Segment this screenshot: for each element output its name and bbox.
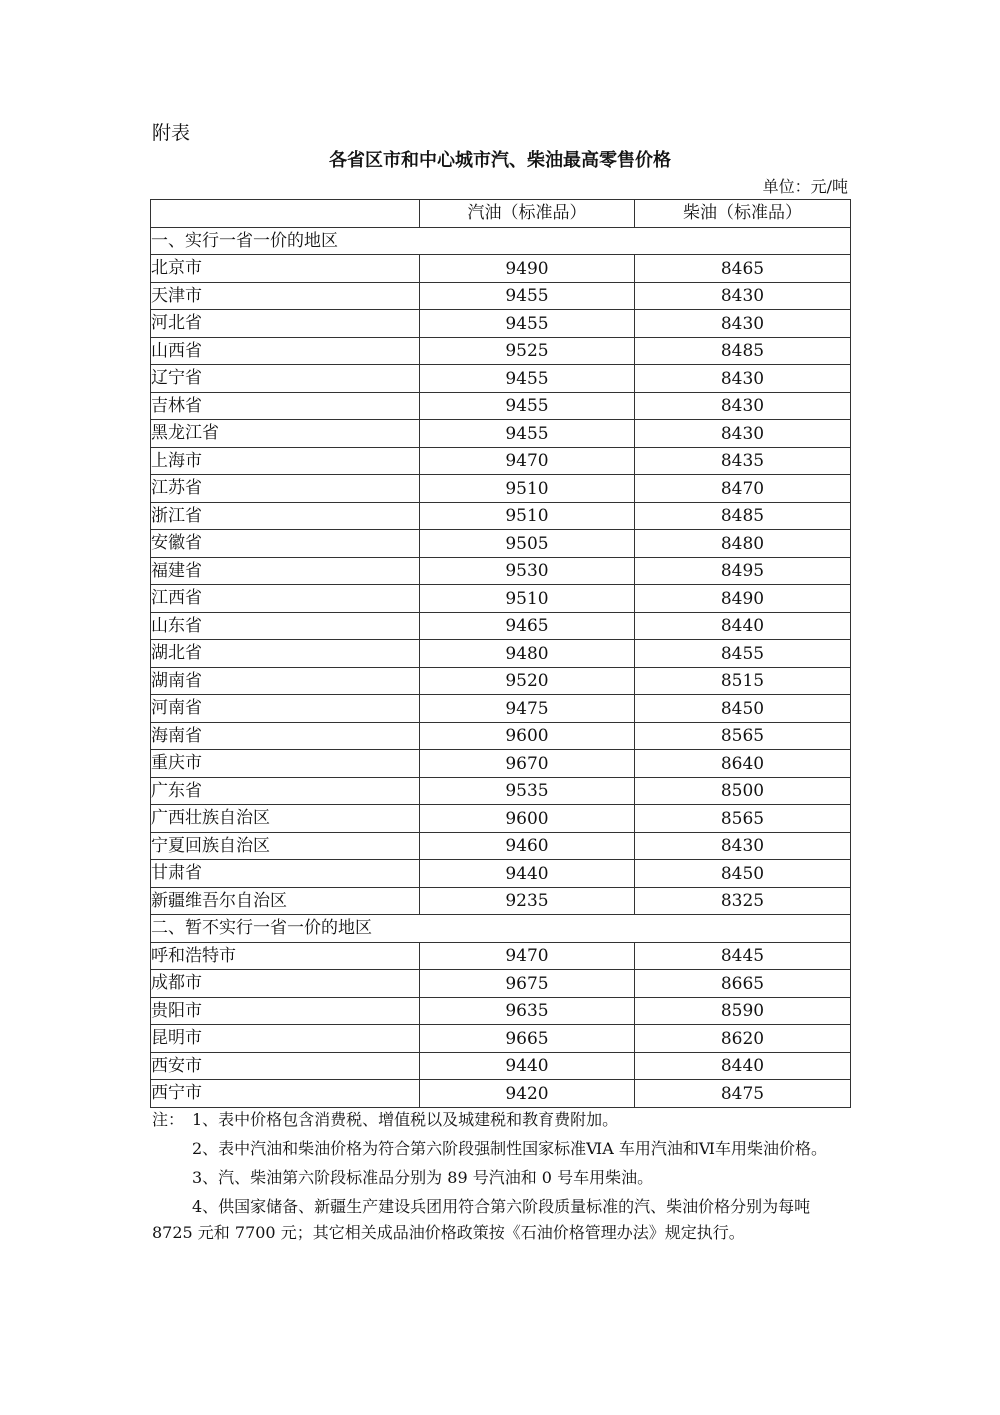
gasoline-price-cell: 9470 [420,447,635,475]
region-cell: 江西省 [151,585,420,613]
region-cell: 湖南省 [151,667,420,695]
table-row [151,750,851,778]
diesel-price-cell: 8590 [635,997,851,1025]
gasoline-price-cell: 9535 [420,777,635,805]
gasoline-price-cell: 9665 [420,1025,635,1053]
table-row [151,777,851,805]
table-row [151,722,851,750]
diesel-price-cell: 8445 [635,942,851,970]
diesel-price-cell: 8465 [635,255,851,283]
region-cell: 辽宁省 [151,365,420,393]
diesel-price-cell: 8435 [635,447,851,475]
gasoline-price-cell: 9455 [420,392,635,420]
table-row [151,667,851,695]
table-row [151,805,851,833]
diesel-price-cell: 8485 [635,337,851,365]
table-row [151,557,851,585]
diesel-price-cell: 8665 [635,970,851,998]
diesel-price-cell: 8640 [635,750,851,778]
table-row [151,860,851,888]
region-cell: 上海市 [151,447,420,475]
region-cell: 安徽省 [151,530,420,558]
region-cell: 新疆维吾尔自治区 [151,887,420,915]
diesel-price-cell: 8620 [635,1025,851,1053]
gasoline-price-cell: 9520 [420,667,635,695]
table-header-row [151,200,851,228]
table-row [151,942,851,970]
region-cell: 山西省 [151,337,420,365]
note-3: 3、汽、柴油第六阶段标准品分别为 89 号汽油和 0 号车用柴油。 [192,1168,654,1187]
gasoline-price-cell: 9530 [420,557,635,585]
table-row [151,585,851,613]
diesel-price-cell: 8480 [635,530,851,558]
region-cell: 西安市 [151,1052,420,1080]
region-cell: 宁夏回族自治区 [151,832,420,860]
gasoline-price-cell: 9635 [420,997,635,1025]
region-cell: 昆明市 [151,1025,420,1053]
table-row [151,640,851,668]
region-cell: 河北省 [151,310,420,338]
gasoline-price-cell: 9600 [420,805,635,833]
region-cell: 黑龙江省 [151,420,420,448]
gasoline-price-cell: 9505 [420,530,635,558]
region-cell: 山东省 [151,612,420,640]
region-cell: 贵阳市 [151,997,420,1025]
diesel-price-cell: 8500 [635,777,851,805]
header-region [151,200,420,228]
diesel-price-cell: 8565 [635,805,851,833]
diesel-price-cell: 8450 [635,695,851,723]
table-row [151,832,851,860]
table-row [151,1080,851,1108]
region-cell: 西宁市 [151,1080,420,1108]
note-2: 2、表中汽油和柴油价格为符合第六阶段强制性国家标准ⅥA 车用汽油和Ⅵ车用柴油价格。 [192,1139,828,1158]
unit-label: 单位：元/吨 [762,177,848,196]
gasoline-price-cell: 9525 [420,337,635,365]
diesel-price-cell: 8565 [635,722,851,750]
region-cell: 海南省 [151,722,420,750]
table-row [151,612,851,640]
region-cell: 天津市 [151,282,420,310]
region-cell: 江苏省 [151,475,420,503]
table-row [151,997,851,1025]
diesel-price-cell: 8450 [635,860,851,888]
region-cell: 广西壮族自治区 [151,805,420,833]
page-title: 各省区市和中心城市汽、柴油最高零售价格 [329,150,671,171]
diesel-price-cell: 8430 [635,392,851,420]
appendix-label: 附表 [152,122,191,144]
region-cell: 福建省 [151,557,420,585]
table-row [151,530,851,558]
table-row [151,365,851,393]
diesel-price-cell: 8475 [635,1080,851,1108]
gasoline-price-cell: 9470 [420,942,635,970]
gasoline-price-cell: 9670 [420,750,635,778]
region-cell: 广东省 [151,777,420,805]
notes-label: 注： [152,1110,185,1129]
table-row [151,255,851,283]
diesel-price-cell: 8515 [635,667,851,695]
section-row [151,915,851,943]
region-cell: 甘肃省 [151,860,420,888]
gasoline-price-cell: 9490 [420,255,635,283]
gasoline-price-cell: 9510 [420,502,635,530]
region-cell: 吉林省 [151,392,420,420]
price-table-body [151,200,851,1108]
region-cell: 湖北省 [151,640,420,668]
gasoline-price-cell: 9455 [420,310,635,338]
table-row [151,1052,851,1080]
diesel-price-cell: 8430 [635,420,851,448]
diesel-price-cell: 8495 [635,557,851,585]
header-gasoline: 汽油（标准品） [420,200,635,228]
notes [152,1107,850,1249]
section-label: 一、实行一省一价的地区 [151,227,851,255]
region-cell: 北京市 [151,255,420,283]
gasoline-price-cell: 9510 [420,585,635,613]
diesel-price-cell: 8430 [635,365,851,393]
diesel-price-cell: 8470 [635,475,851,503]
gasoline-price-cell: 9465 [420,612,635,640]
gasoline-price-cell: 9440 [420,1052,635,1080]
gasoline-price-cell: 9600 [420,722,635,750]
section-row [151,227,851,255]
gasoline-price-cell: 9480 [420,640,635,668]
table-row [151,310,851,338]
table-row [151,887,851,915]
gasoline-price-cell: 9675 [420,970,635,998]
table-row [151,695,851,723]
gasoline-price-cell: 9420 [420,1080,635,1108]
diesel-price-cell: 8485 [635,502,851,530]
diesel-price-cell: 8430 [635,310,851,338]
table-row [151,337,851,365]
gasoline-price-cell: 9510 [420,475,635,503]
gasoline-price-cell: 9455 [420,420,635,448]
diesel-price-cell: 8440 [635,1052,851,1080]
region-cell: 浙江省 [151,502,420,530]
gasoline-price-cell: 9455 [420,365,635,393]
table-row [151,447,851,475]
table-row [151,420,851,448]
section-label: 二、暂不实行一省一价的地区 [151,915,851,943]
header-diesel: 柴油（标准品） [635,200,851,228]
table-row [151,970,851,998]
region-cell: 成都市 [151,970,420,998]
table-row [151,475,851,503]
table-row [151,1025,851,1053]
gasoline-price-cell: 9475 [420,695,635,723]
diesel-price-cell: 8430 [635,282,851,310]
region-cell: 呼和浩特市 [151,942,420,970]
region-cell: 河南省 [151,695,420,723]
diesel-price-cell: 8325 [635,887,851,915]
price-table [150,199,851,1108]
diesel-price-cell: 8440 [635,612,851,640]
table-row [151,502,851,530]
diesel-price-cell: 8430 [635,832,851,860]
gasoline-price-cell: 9460 [420,832,635,860]
gasoline-price-cell: 9235 [420,887,635,915]
diesel-price-cell: 8455 [635,640,851,668]
gasoline-price-cell: 9455 [420,282,635,310]
gasoline-price-cell: 9440 [420,860,635,888]
diesel-price-cell: 8490 [635,585,851,613]
region-cell: 重庆市 [151,750,420,778]
table-row [151,392,851,420]
note-1 [152,1107,850,1133]
table-row [151,282,851,310]
note-4: 4、供国家储备、新疆生产建设兵团用符合第六阶段质量标准的汽、柴油价格分别为每吨 8725 元和 7700 元；其它相关成品油价格政策按《石油价格管理办法》规定执行。 [152,1197,811,1242]
note-1-text: 1、表中价格包含消费税、增值税以及城建税和教育费附加。 [192,1110,619,1129]
